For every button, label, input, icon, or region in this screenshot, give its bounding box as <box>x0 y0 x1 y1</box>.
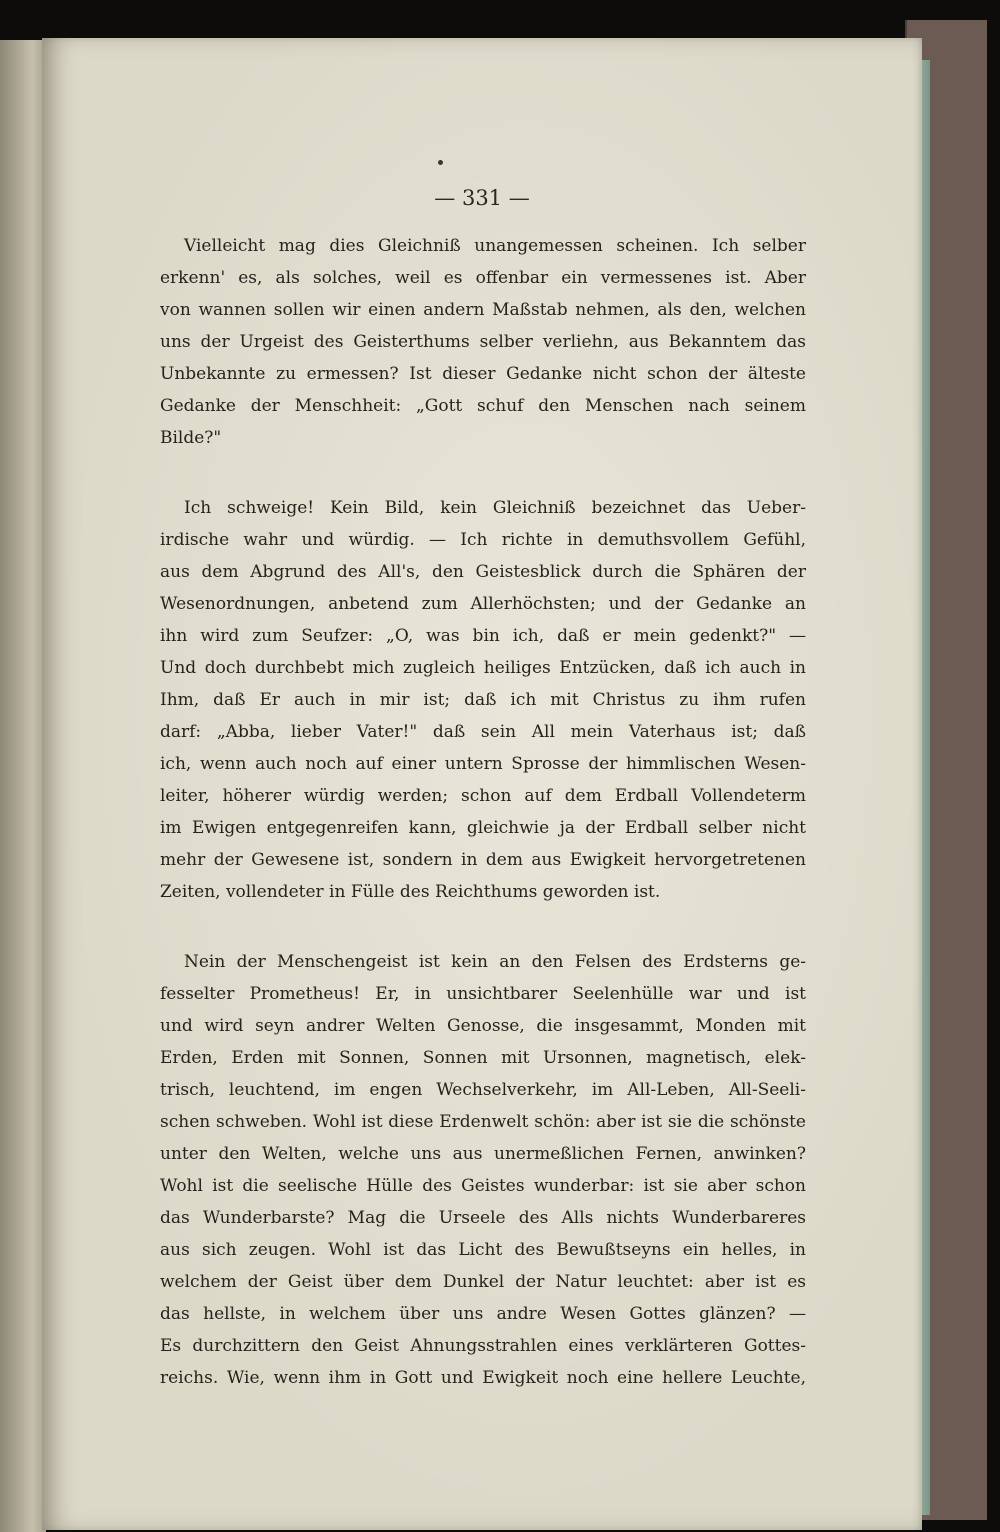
text-line: von wannen sollen wir einen andern Maßstab nehmen, als den, welchen <box>160 300 806 320</box>
text-line: Es durchzittern den Geist Ahnungsstrahlen eines verklärteren Gottes- <box>160 1336 806 1356</box>
text-line: Zeiten, vollendeter in Fülle des Reichthums geworden ist. <box>160 882 661 902</box>
text-line: erkenn' es, als solches, weil es offenbar ein vermessenes ist. Aber <box>160 268 806 288</box>
text-line: ihn wird zum Seufzer: „O, was bin ich, daß er mein gedenkt?" — <box>160 626 806 646</box>
paragraph-2 <box>160 492 806 908</box>
page-body <box>160 230 806 1394</box>
text-line: Ihm, daß Er auch in mir ist; daß ich mit Christus zu ihm rufen <box>160 690 806 710</box>
ink-speck <box>438 160 443 165</box>
page-number: — 331 — <box>434 186 530 210</box>
facing-page-edge <box>0 40 46 1532</box>
text-line: Ich schweige! Kein Bild, kein Gleichniß bezeichnet das Ueber- <box>184 498 806 518</box>
text-line: reichs. Wie, wenn ihm in Gott und Ewigkeit noch eine hellere Leuchte, <box>160 1368 806 1388</box>
text-line: Erden, Erden mit Sonnen, Sonnen mit Ursonnen, magnetisch, elek- <box>160 1048 806 1068</box>
text-line: und wird seyn andrer Welten Genosse, die insgesammt, Monden mit <box>160 1016 806 1036</box>
text-line: aus dem Abgrund des All's, den Geistesblick durch die Sphären der <box>160 562 806 582</box>
text-line: im Ewigen entgegenreifen kann, gleichwie ja der Erdball selber nicht <box>160 818 806 838</box>
text-line: darf: „Abba, lieber Vater!" daß sein All mein Vaterhaus ist; daß <box>160 722 806 742</box>
text-line: Gedanke der Menschheit: „Gott schuf den Menschen nach seinem <box>160 396 806 416</box>
text-line: welchem der Geist über dem Dunkel der Natur leuchtet: aber ist es <box>160 1272 806 1292</box>
text-line: Bilde?" <box>160 428 222 448</box>
text-line: Wesenordnungen, anbetend zum Allerhöchsten; und der Gedanke an <box>160 594 806 614</box>
text-line: uns der Urgeist des Geisterthums selber verliehn, aus Bekanntem das <box>160 332 806 352</box>
text-line: leiter, höherer würdig werden; schon auf dem Erdball Vollendeterm <box>160 786 806 806</box>
text-line: Und doch durchbebt mich zugleich heiliges Entzücken, daß ich auch in <box>160 658 806 678</box>
paragraph-1 <box>160 230 806 454</box>
text-line: unter den Welten, welche uns aus unermeßlichen Fernen, anwinken? <box>160 1144 806 1164</box>
text-line: mehr der Gewesene ist, sondern in dem aus Ewigkeit hervorgetretenen <box>160 850 806 870</box>
paragraph-3 <box>160 946 806 1394</box>
book-page <box>42 38 922 1530</box>
text-line: ich, wenn auch noch auf einer untern Sprosse der himmlischen Wesen- <box>160 754 806 774</box>
text-line: Unbekannte zu ermessen? Ist dieser Gedanke nicht schon der älteste <box>160 364 806 384</box>
text-line: Vielleicht mag dies Gleichniß unangemessen scheinen. Ich selber <box>184 236 806 256</box>
text-line: das hellste, in welchem über uns andre Wesen Gottes glänzen? — <box>160 1304 806 1324</box>
text-line: Nein der Menschengeist ist kein an den Felsen des Erdsterns ge- <box>184 952 806 972</box>
text-line: das Wunderbarste? Mag die Urseele des Alls nichts Wunderbareres <box>160 1208 806 1228</box>
text-line: aus sich zeugen. Wohl ist das Licht des Bewußtseyns ein helles, in <box>160 1240 806 1260</box>
text-line: trisch, leuchtend, im engen Wechselverkehr, im All-Leben, All-Seeli- <box>160 1080 806 1100</box>
text-line: fesselter Prometheus! Er, in unsichtbarer Seelenhülle war und ist <box>160 984 806 1004</box>
text-line: Wohl ist die seelische Hülle des Geistes wunderbar: ist sie aber schon <box>160 1176 806 1196</box>
text-line: irdische wahr und würdig. — Ich richte in demuthsvollem Gefühl, <box>160 530 806 550</box>
text-line: schen schweben. Wohl ist diese Erdenwelt schön: aber ist sie die schönste <box>160 1112 806 1132</box>
